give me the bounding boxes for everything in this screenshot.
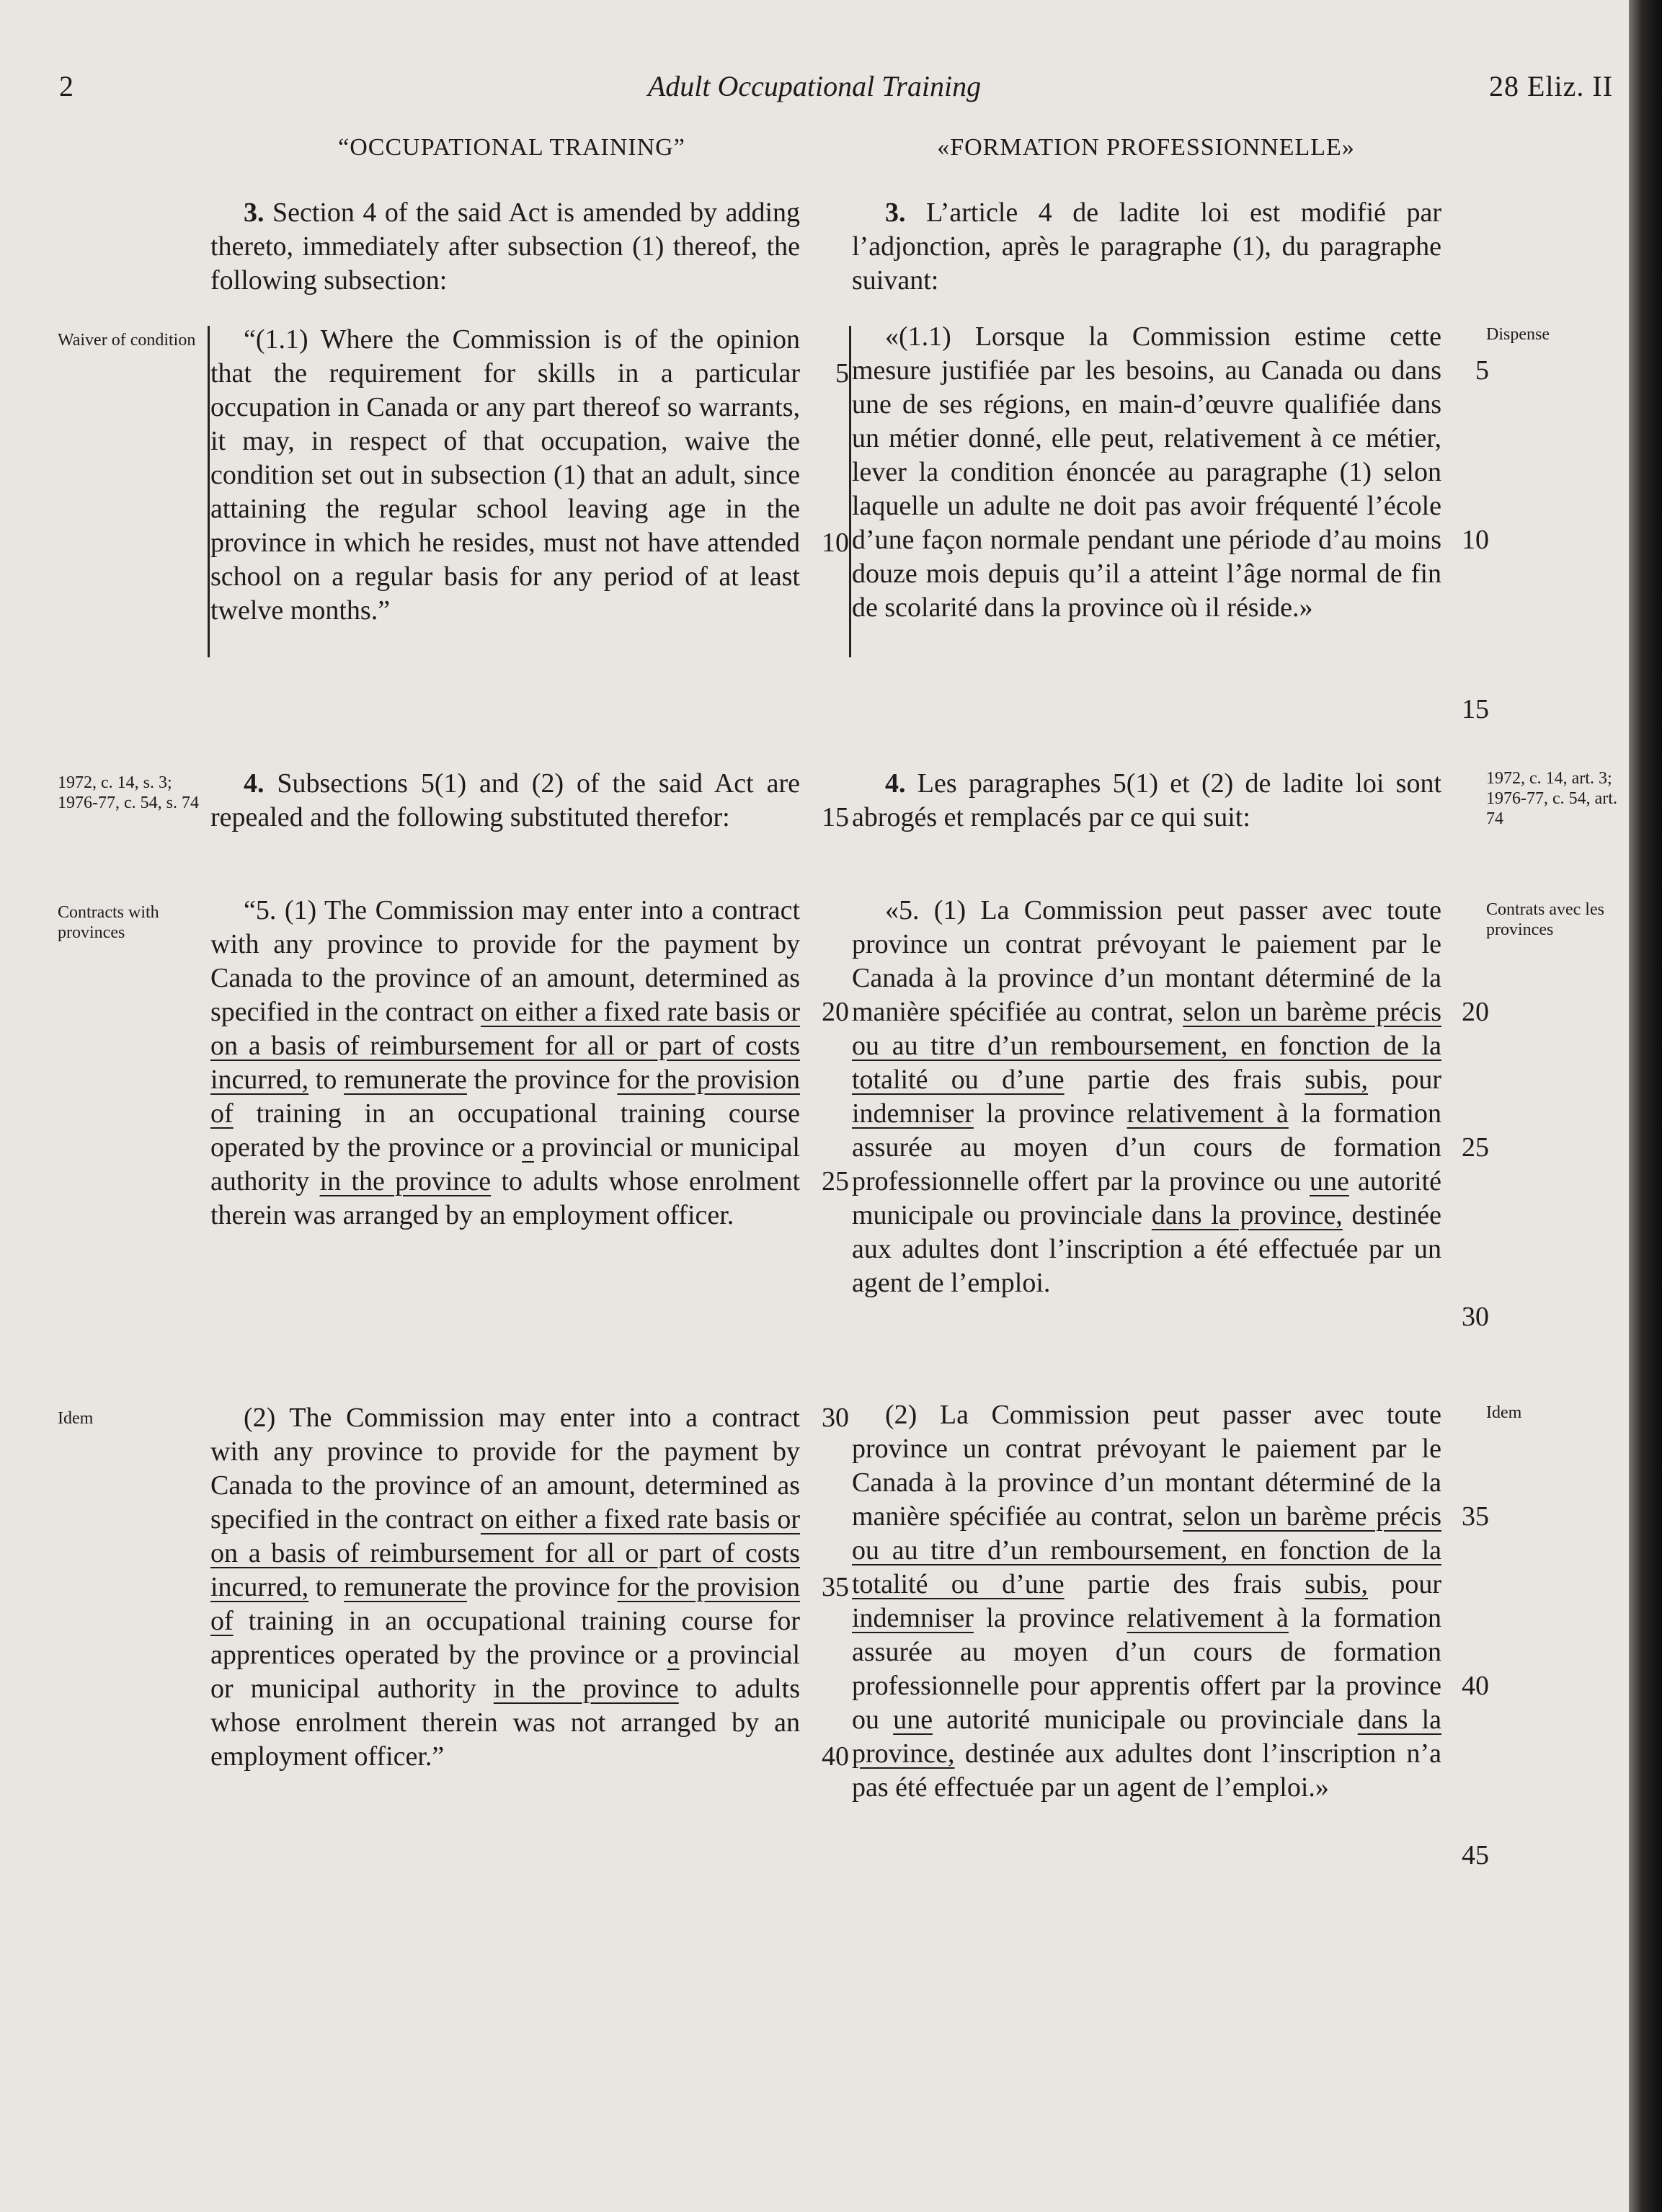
text-run: pour xyxy=(1368,1569,1441,1599)
text-run: provincial or municipal authority xyxy=(210,1640,801,1704)
line-number-fr: 10 xyxy=(1462,525,1489,555)
margin-note-statute-en: 1972, c. 14, s. 3; 1976-77, c. 54, s. 74 xyxy=(58,773,199,812)
line-number-fr: 35 xyxy=(1462,1501,1489,1532)
en-s11-text: “(1.1) Where the Commission is of the opinion that the requirement for skills in a particular occupation in Canada or any part thereof so warrants, it may, in respect of that occupation, waive the condition set out in subsection (1) that an adult, since attaining the regular school leaving age in the province in which he resides, must not have attended school on a regular basis for any period of at least twelve months.” xyxy=(210,324,800,626)
text-run: la province xyxy=(973,1603,1127,1633)
underlined-amendment: subis, xyxy=(1305,1569,1369,1599)
line-number-en: 30 xyxy=(822,1403,849,1433)
underlined-amendment: indemniser xyxy=(852,1603,974,1633)
underlined-amendment: on either a fixed rate basis or on a basis of reimbursement for all or part of costs incurred, xyxy=(210,1504,800,1602)
en-s3-text: Section 4 of the said Act is amended by adding thereto, immediately after subsection (1) thereof, the following subsection: xyxy=(210,197,800,296)
regnal-year: 28 Eliz. II xyxy=(1489,70,1614,102)
fr-s3-number: 3. xyxy=(885,197,906,228)
text-run: the province xyxy=(466,1572,618,1602)
line-number-en: 10 xyxy=(822,528,849,558)
en-section-4 xyxy=(210,767,800,835)
margin-note-contracts-fr: Contrats avec les provinces xyxy=(1486,900,1604,939)
underlined-amendment: selon un barème précis ou au titre d’un remboursement, en fonction de la totalité ou d’une xyxy=(852,1501,1441,1599)
text-run: «5. (1) La Commission peut passer avec toute province un contrat prévoyant le paiement par le Canada à la province d’un montant déterminé de la manière spécifiée au contrat, xyxy=(852,895,1441,1027)
en-s52-paragraph xyxy=(210,1401,800,1774)
page-edge-shadow xyxy=(1629,0,1662,2212)
underlined-amendment: selon un barème précis ou au titre d’un remboursement, en fonction de la totalité ou d’une xyxy=(852,997,1441,1095)
heading-fr: «FORMATION PROFESSIONNELLE» xyxy=(937,134,1355,161)
text-run: training in an occupational training course for apprentices operated by the province or xyxy=(210,1606,800,1670)
line-number-fr: 25 xyxy=(1462,1132,1489,1163)
text-run: partie des frais xyxy=(1064,1569,1305,1599)
fr-section-5-1 xyxy=(852,894,1441,1300)
fr-section-5-2 xyxy=(852,1398,1441,1805)
underlined-amendment: dans la province, xyxy=(852,1705,1442,1769)
fr-s52-paragraph xyxy=(852,1398,1441,1805)
underlined-amendment: une xyxy=(1310,1166,1349,1196)
text-run: the province xyxy=(466,1065,618,1095)
fr-s4-number: 4. xyxy=(885,768,906,799)
text-run: training in an occupational training course operated by the province or xyxy=(210,1098,800,1163)
underlined-amendment: remunerate xyxy=(344,1572,467,1602)
text-run: la formation assurée au moyen d’un cours de formation professionnelle pour apprentis offert par la province ou xyxy=(852,1603,1442,1735)
margin-note-waiver: Waiver of condition xyxy=(58,331,196,350)
en-s3-number: 3. xyxy=(244,197,265,228)
line-number-en: 35 xyxy=(822,1572,849,1602)
fr-s4-text: Les paragraphes 5(1) et (2) de ladite loi sont abrogés et remplacés par ce qui suit: xyxy=(852,768,1442,832)
underlined-amendment: for the provision of xyxy=(210,1065,800,1129)
line-number-fr: 30 xyxy=(1462,1302,1489,1332)
text-run: partie des frais xyxy=(1064,1065,1305,1095)
line-number-en: 15 xyxy=(822,802,849,832)
text-run: to xyxy=(308,1572,345,1602)
text-run: destinée aux adultes dont l’inscription n’a pas été effectuée par un agent de l’emploi.» xyxy=(852,1738,1441,1803)
fr-s11-text: «(1.1) Lorsque la Commission estime cette mesure justifiée par les besoins, au Canada ou dans une de ses régions, en main-d’œuvre qualifiée dans un métier donné, elle peut, relativement à ce métier, lever la condition énoncée au paragraphe (1) selon laquelle un adulte ne doit pas avoir fréquenté l’école d’une façon normale pendant une période d’au moins douze mois depuis qu’il a atteint l’âge normal de fin de scolarité dans la province où il réside.» xyxy=(852,321,1441,623)
fr-subsection-1-1 xyxy=(852,320,1441,625)
fr-section-4 xyxy=(852,767,1441,835)
en-section-5-2 xyxy=(210,1401,800,1774)
text-run: autorité municipale ou provinciale xyxy=(852,1166,1441,1230)
line-number-en: 40 xyxy=(822,1741,849,1772)
text-run: provincial or municipal authority xyxy=(210,1132,800,1196)
margin-note-idem-en: Idem xyxy=(58,1409,94,1428)
text-run: autorité municipale ou provinciale xyxy=(933,1705,1358,1735)
line-number-en: 25 xyxy=(822,1166,849,1196)
change-bar-en xyxy=(208,326,210,657)
text-run: to xyxy=(308,1065,345,1095)
line-number-fr: 5 xyxy=(1475,355,1489,386)
text-run: la province xyxy=(973,1098,1127,1129)
margin-note-statute-fr: 1972, c. 14, art. 3; 1976-77, c. 54, art. 74 xyxy=(1486,769,1617,828)
line-number-fr: 20 xyxy=(1462,997,1489,1027)
underlined-amendment: in the province xyxy=(493,1674,679,1704)
fr-s3-text: L’article 4 de ladite loi est modifié par l’adjonction, après le paragraphe (1), du paragraphe suivant: xyxy=(852,197,1441,296)
underlined-amendment: a xyxy=(667,1640,680,1670)
line-number-fr: 40 xyxy=(1462,1671,1489,1701)
text-run: “5. (1) The Commission may enter into a contract with any province to provide for the payment by Canada to the province of an amount, determined as specified in the contract xyxy=(210,895,800,1027)
margin-note-idem-fr: Idem xyxy=(1486,1403,1522,1422)
text-run: pour xyxy=(1368,1065,1441,1095)
en-s51-paragraph xyxy=(210,894,800,1232)
fr-section-3 xyxy=(852,196,1441,298)
line-number-en: 20 xyxy=(822,997,849,1027)
running-title: Adult Occupational Training xyxy=(647,70,982,102)
underlined-amendment: relativement à xyxy=(1126,1603,1289,1633)
underlined-amendment: une xyxy=(893,1705,933,1735)
page-number: 2 xyxy=(59,70,74,102)
text-run: to adults whose enrolment therein was not arranged by an employment officer.” xyxy=(210,1674,800,1772)
underlined-amendment: indemniser xyxy=(852,1098,974,1129)
underlined-amendment: subis, xyxy=(1305,1065,1369,1095)
margin-note-dispense: Dispense xyxy=(1486,325,1550,344)
text-run: destinée aux adultes dont l’inscription a été effectuée par un agent de l’emploi. xyxy=(852,1200,1441,1298)
fr-s51-paragraph xyxy=(852,894,1441,1300)
change-bar-fr xyxy=(849,326,851,657)
line-number-fr: 15 xyxy=(1462,694,1489,724)
underlined-amendment: dans la province, xyxy=(1151,1200,1343,1230)
text-run: (2) The Commission may enter into a contract with any province to provide for the payment by Canada to the province of an amount, determined as specified in the contract xyxy=(210,1403,800,1534)
text-run: (2) La Commission peut passer avec toute province un contrat prévoyant le paiement par le Canada à la province d’un montant déterminé de la manière spécifiée au contrat, xyxy=(852,1400,1441,1532)
text-run: to adults whose enrolment therein was arranged by an employment officer. xyxy=(210,1166,800,1230)
underlined-amendment: on either a fixed rate basis or on a basis of reimbursement for all or part of costs incurred, xyxy=(210,997,800,1095)
heading-en: “OCCUPATIONAL TRAINING” xyxy=(338,134,685,161)
en-s4-number: 4. xyxy=(244,768,265,799)
en-section-3 xyxy=(210,196,800,298)
en-subsection-1-1 xyxy=(210,323,800,628)
underlined-amendment: relativement à xyxy=(1126,1098,1289,1129)
underlined-amendment: in the province xyxy=(319,1166,492,1196)
underlined-amendment: remunerate xyxy=(344,1065,467,1095)
line-number-fr: 45 xyxy=(1462,1840,1489,1870)
en-s4-text: Subsections 5(1) and (2) of the said Act are repealed and the following substituted therefor: xyxy=(210,768,800,832)
underlined-amendment: a xyxy=(522,1132,534,1163)
margin-note-contracts-en: Contracts with provinces xyxy=(58,903,159,942)
text-run: la formation assurée au moyen d’un cours de formation professionnelle offert par la province ou xyxy=(852,1098,1442,1196)
underlined-amendment: for the provision of xyxy=(210,1572,800,1636)
en-section-5-1 xyxy=(210,894,800,1232)
line-number-en: 5 xyxy=(835,358,849,388)
